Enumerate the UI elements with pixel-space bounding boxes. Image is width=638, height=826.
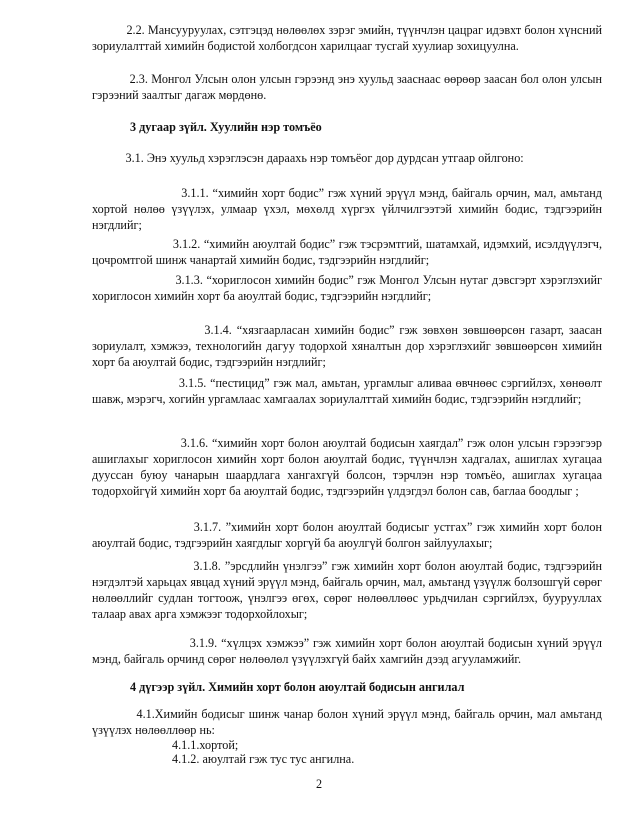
paragraph-3-1-2: 3.1.2. “химийн аюултай бодис” гэж тэсрэмтгий, шатамхай, идэмхий, исэлдүүлэгч, цочромтгой шинж чанартай химийн бодис, тэдгээрийн нэгдлийг; — [92, 237, 602, 267]
paragraph-2-3: 2.3. Монгол Улсын олон улсын гэрээнд энэ хуульд зааснаас өөрөөр заасан бол олон улсын гэрээний заалтыг дагаж мөрдөнө. — [92, 72, 602, 102]
heading-article-4: 4 дүгээр зүйл. Химийн хорт болон аюултай бодисын ангилал — [130, 680, 465, 694]
paragraph-3-1: 3.1. Энэ хуульд хэрэглэсэн дараахь нэр томъёог дор дурдсан утгаар ойлгоно: — [92, 151, 524, 165]
paragraph-4-1: 4.1.Химийн бодисыг шинж чанар болон хүний эрүүл мэнд, байгаль орчин, мал амьтанд үзүүлэх нөлөөллөөр нь: — [92, 707, 602, 737]
paragraph-3-1-1: 3.1.1. “химийн хорт бодис” гэж хүний эрүүл мэнд, байгаль орчин, мал, амьтанд хортой нөлөө үзүүлэх, улмаар үхэл, мөхөлд хүргэх үйлчилгээтэй химийн бодис, тэдгээрийн нэгдлийг; — [92, 186, 602, 232]
paragraph-3-1-8: 3.1.8. ”эрсдлийн үнэлгээ” гэж химийн хорт болон аюултай бодис, тэдгээрийн нэгдэлтэй харьцах явцад хүний эрүүл мэнд, байгаль орчин, мал, амьтанд үзүүлж болзошгүй сөрөг нөлөөллийг судлан тогтоож, үнэлгээ өгөх, сөрөг нөлөөллөөс урьдчилан сэргийлэх, буурууллах талаар авах арга хэмжээг тодорхойлохыг; — [92, 559, 602, 621]
paragraph-3-1-6: 3.1.6. “химийн хорт болон аюултай бодисын хаягдал” гэж олон улсын гэрээгээр ашиглахыг хориглосон химийн хорт болон аюултай бодис, түүнчлэн хадгалах, ашиглах хугацаа дууссан буюу чанарын шаардлага хангахгүй болсон, тэрчлэн нэр томъёо, ашиглах хугацаа тодорхойгүй химийн хорт ба аюултай бодис, тэдгээрийн үлдэгдэл болон сав, баглаа боодлыг ; — [92, 436, 602, 498]
page-number: 2 — [315, 777, 323, 791]
heading-article-3: 3 дугаар зүйл. Хуулийн нэр томъёо — [130, 120, 322, 134]
list-item-4-1-2: 4.1.2. аюултай гэж тус тус ангилна. — [172, 752, 355, 766]
paragraph-3-1-5: 3.1.5. “пестицид” гэж мал, амьтан, ургамлыг аливаа өвчнөөс сэргийлэх, хөнөөлт шавж, мэрэгч, хогийн ургамлаас хамгаалах зориулалттай химийн бодис, тэдгээрийн нэгдлийг; — [92, 376, 602, 406]
paragraph-3-1-4: 3.1.4. “хязгаарласан химийн бодис” гэж зөвхөн зөвшөөрсөн газарт, заасан зориулалт, хэмжээ, технологийн дагуу тодорхой хяналтын дор хэрэглэхийг зөвшөөрсөн химийн хорт ба аюултай бодис, тэдгээрийн нэгдлийг; — [92, 323, 602, 369]
paragraph-3-1-7: 3.1.7. ”химийн хорт болон аюултай бодисыг устгах” гэж химийн хорт болон аюултай бодис, тэдгээрийн хаягдлыг хоргүй ба аюулгүй болгон зайлуулахыг; — [92, 520, 602, 550]
paragraph-2-2: 2.2. Мансууруулах, сэтгэцэд нөлөөлөх зэрэг эмийн, түүнчлэн цацраг идэвхт болон хүнсний зориулалттай химийн бодистой холбогдсон харилцааг тусгай хуулиар зохицуулна. — [92, 23, 602, 53]
list-item-4-1-1: 4.1.1.хортой; — [172, 738, 239, 752]
paragraph-3-1-9: 3.1.9. “хүлцэх хэмжээ” гэж химийн хорт болон аюултай бодисын хүний эрүүл мэнд, байгаль орчинд сөрөг нөлөөлөл үзүүлэхгүй байх хамгийн дээд агууламжийг. — [92, 636, 602, 666]
paragraph-3-1-3: 3.1.3. “хориглосон химийн бодис” гэж Монгол Улсын нутаг дэвсгэрт хэрэглэхийг хориглосон химийн хорт ба аюултай бодис, тэдгээрийн нэгдлийг; — [92, 273, 602, 303]
